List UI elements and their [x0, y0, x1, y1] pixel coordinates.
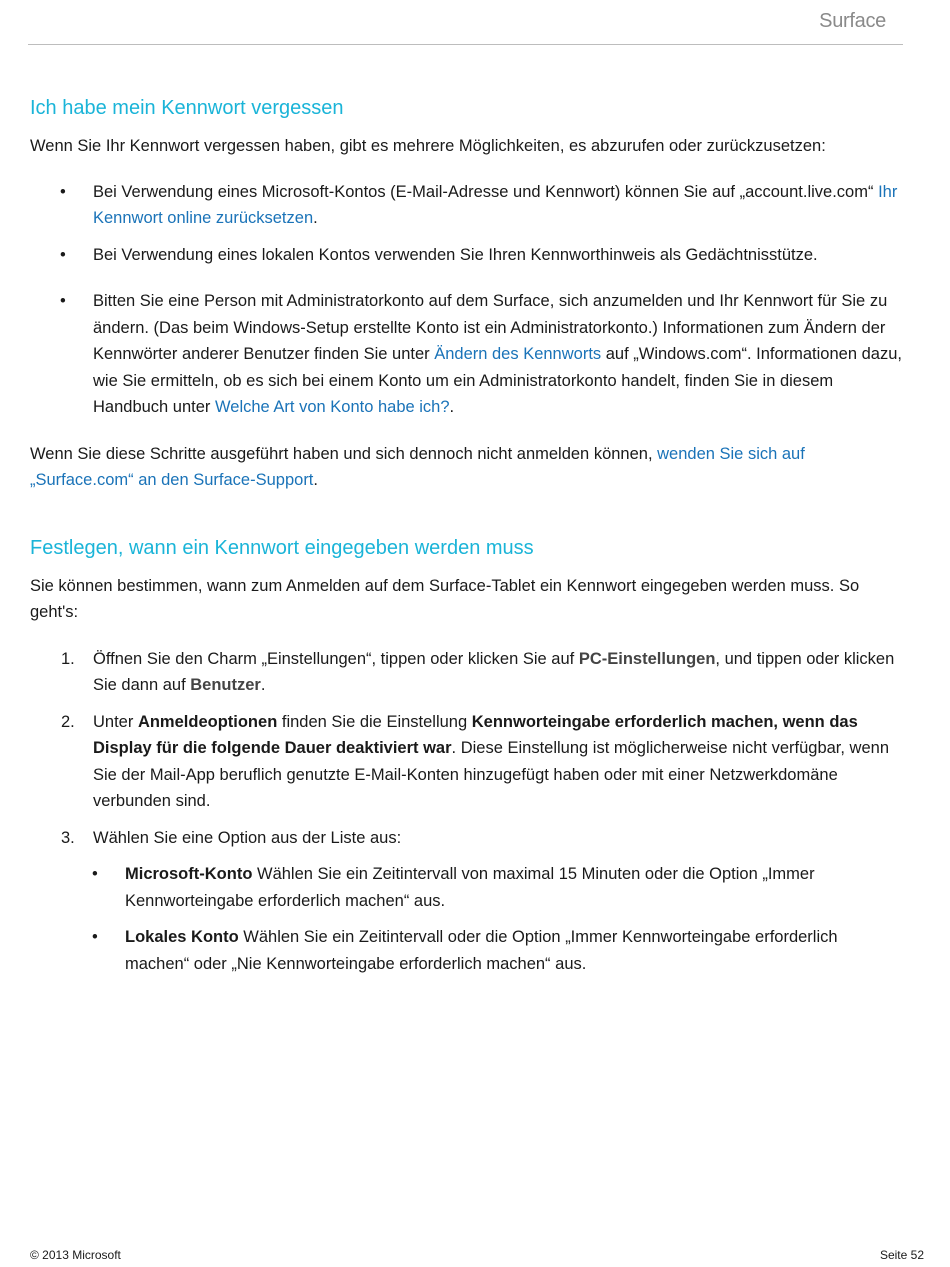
step-text: Wählen Sie eine Option aus der Liste aus: — [93, 828, 402, 847]
users-label: Benutzer — [190, 676, 261, 694]
step-item — [30, 646, 905, 699]
item-text: Wählen Sie ein Zeitintervall oder die Option „Immer Kennworteingabe erforderlich machen“ oder „Nie Kennworteingabe erforderlich machen“ aus. — [125, 928, 838, 973]
intro-text: Wenn Sie Ihr Kennwort vergessen haben, gibt es mehrere Möglichkeiten, es abzurufen oder zurückzusetzen: — [30, 137, 826, 155]
section-title-forgot-password: Ich habe mein Kennwort vergessen — [30, 97, 344, 119]
brand-logo-text: Surface — [819, 10, 886, 32]
section-intro — [30, 133, 905, 160]
page-content — [30, 94, 905, 977]
bullet-marker: • — [92, 928, 98, 946]
bullet-marker: • — [60, 182, 66, 201]
step-number: 1. — [61, 649, 75, 668]
section-intro — [30, 573, 905, 626]
item-text: Wählen Sie ein Zeitintervall von maximal 15 Minuten oder die Option „Immer Kennworteingabe erforderlich machen“ aus. — [125, 865, 815, 910]
surface-support-link[interactable]: wenden Sie sich auf „Surface.com“ an den Surface-Support — [30, 444, 805, 489]
closing-text: Wenn Sie diese Schritte ausgeführt haben und sich dennoch nicht anmelden können, — [30, 444, 658, 463]
require-password-setting-label: Kennworteingabe erforderlich machen, wenn das Display für die folgende Dauer deaktiviert war — [93, 712, 858, 757]
reset-password-online-link[interactable]: Ihr Kennwort online zurücksetzen — [93, 182, 898, 227]
account-type-link[interactable]: Welche Art von Konto habe ich? — [215, 398, 450, 416]
step-number: 2. — [61, 712, 75, 731]
step-item — [30, 709, 905, 815]
step-text: . Diese Einstellung ist möglicherweise nicht verfügbar, wenn Sie der Mail-App beruflich genutzte E-Mail-Konten hinzugefügt haben oder mit einer Netzwerkdomäne verbunden sind. — [93, 739, 889, 810]
item-text: Bei Verwendung eines lokalen Kontos verwenden Sie Ihren Kennworthinweis als Gedächtnisstütze. — [93, 245, 818, 264]
closing-text: . — [313, 471, 318, 489]
step-text: Unter — [93, 712, 138, 731]
bullet-marker: • — [60, 245, 66, 264]
step-number: 3. — [61, 828, 75, 847]
step-text: finden Sie die Einstellung — [277, 712, 472, 731]
list-item — [30, 924, 905, 977]
step-text: , und tippen oder klicken Sie dann auf — [93, 649, 895, 694]
footer-page-number: Seite 52 — [879, 1248, 924, 1262]
microsoft-account-label: Microsoft-Konto — [125, 865, 253, 883]
options-list — [30, 179, 905, 421]
change-password-link[interactable]: Ändern des Kennworts — [434, 345, 602, 363]
item-text: auf „Windows.com“. Informationen dazu, wie Sie ermitteln, ob es sich bei einem Konto um ein Administratorkonto handelt, finden Sie in diesem Handbuch unter — [93, 345, 902, 416]
footer-copyright: © 2013 Microsoft — [30, 1248, 121, 1262]
item-text: Bitten Sie eine Person mit Administratorkonto auf dem Surface, sich anzumelden und Ihr Kennwort für Sie zu ändern. (Das beim Windows-Setup erstellte Konto ist ein Administratorkonto.) Informationen zum Ändern der Kennwörter anderer Benutzer finden Sie unter — [93, 292, 888, 363]
header-divider — [28, 44, 903, 45]
closing-paragraph — [30, 441, 905, 494]
step-text: . — [260, 676, 266, 694]
bullet-marker: • — [60, 292, 66, 310]
steps-list — [30, 646, 905, 852]
sign-in-options-label: Anmeldeoptionen — [137, 712, 278, 731]
intro-text: Sie können bestimmen, wann zum Anmelden auf dem Surface-Tablet ein Kennwort eingegeben werden muss. So geht's: — [30, 576, 860, 621]
local-account-label: Lokales Konto — [125, 928, 239, 946]
item-text: . — [313, 209, 318, 227]
list-item — [30, 288, 905, 421]
section-title-password-required: Festlegen, wann ein Kennwort eingegeben werden muss — [30, 536, 534, 559]
pc-settings-label: PC-Einstellungen — [578, 649, 716, 668]
list-item — [30, 861, 905, 914]
item-text: . — [449, 398, 455, 416]
step-text: Öffnen Sie den Charm „Einstellungen“, tippen oder klicken Sie auf — [93, 649, 579, 668]
list-item — [30, 242, 905, 269]
account-options-list — [30, 861, 905, 977]
list-item — [30, 179, 905, 232]
step-item — [30, 825, 905, 852]
bullet-marker: • — [92, 865, 98, 883]
item-text: Bei Verwendung eines Microsoft-Kontos (E-Mail-Adresse und Kennwort) können Sie auf „account.live.com“ — [93, 182, 879, 201]
